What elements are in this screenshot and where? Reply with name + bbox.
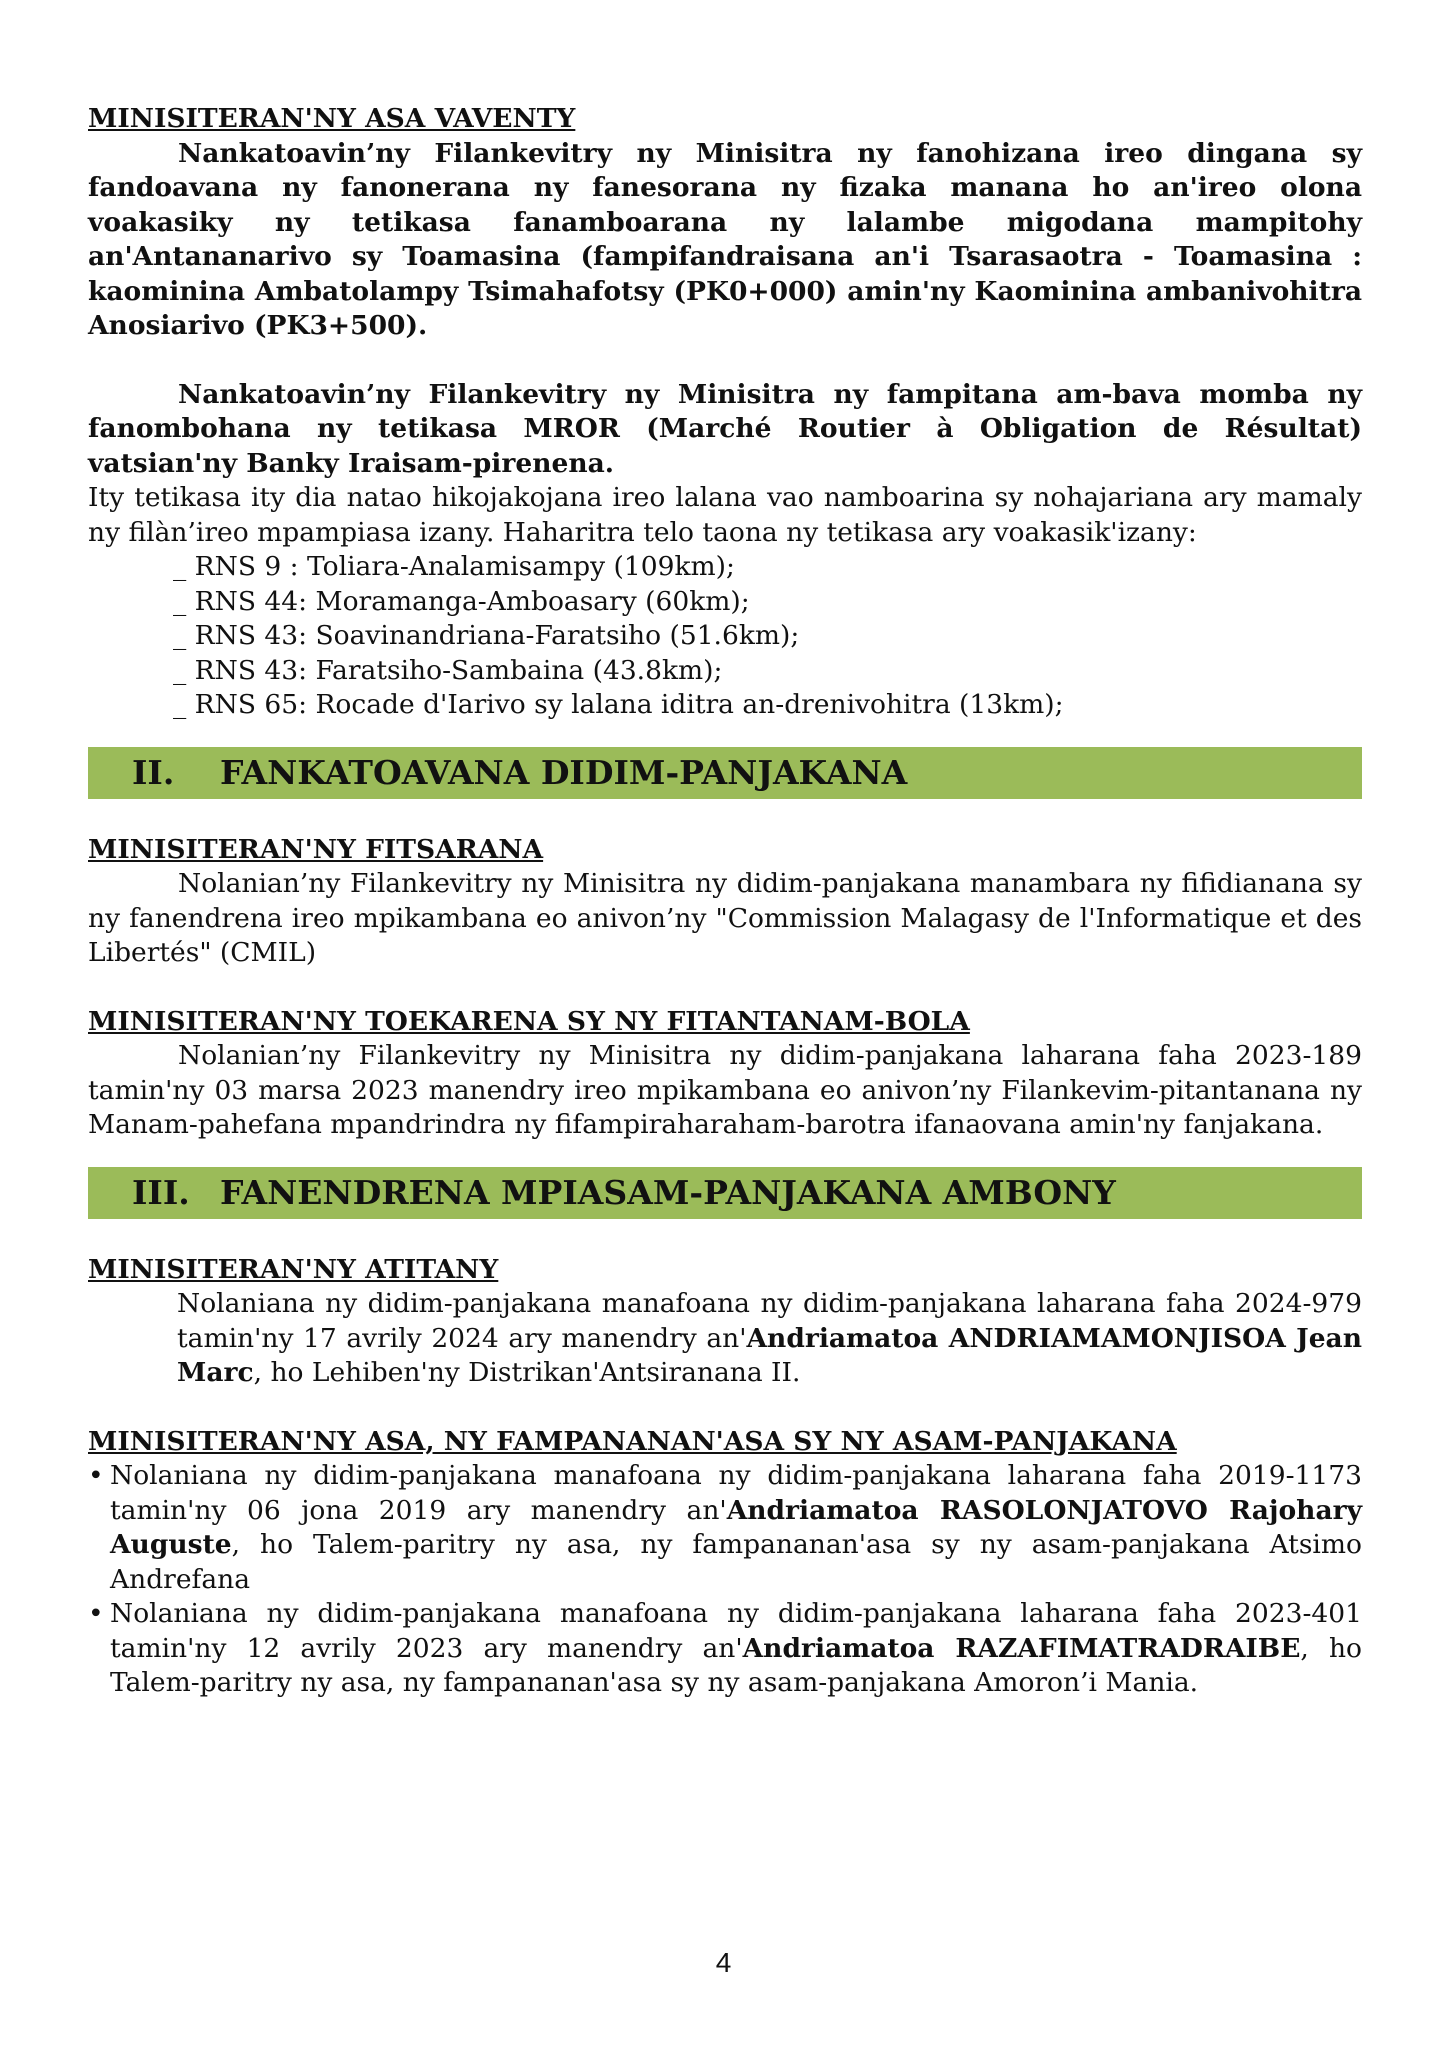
- paragraph-atitany: Nolaniana ny didim-panjakana manafoana ny didim-panjakana laharana faha 2024-979 tamin'ny 17 avrily 2024 ary manendry an'Andriamatoa ANDRIAMAMONJISOA Jean Marc, ho Lehiben'ny Distrikan'Antsiranana II.: [177, 1288, 1362, 1388]
- heading-toekarena: MINISITERAN'NY TOEKARENA SY NY FITANTANAM-BOLA: [88, 1005, 970, 1037]
- heading-atitany: MINISITERAN'NY ATITANY: [88, 1253, 499, 1285]
- paragraph-mror-bold: Nankatoavin’ny Filankevitry ny Minisitra ny fampitana am-bava momba ny fanombohana ny tetikasa MROR (Marché Routier à Obligation de Résultat) vatsian'ny Banky Iraisam-pirenena.: [88, 378, 1362, 479]
- list-item: _ RNS 43: Faratsiho-Sambaina (43.8km);: [173, 654, 723, 686]
- appointee-name: Andriamatoa RAZAFIMATRADRAIBE: [742, 1632, 1301, 1664]
- paragraph-expropriation: Nankatoavin’ny Filankevitry ny Minisitra ny fanohizana ireo dingana sy fandoavana ny fanonerana ny fanesorana ny fizaka manana ho an'ireo olona voakasiky ny tetikasa fanamboarana ny lalambe migodana mampitohy an'Antananarivo sy Toamasina (fampifandraisana an'i Tsarasaotra - Toamasina : kaominina Ambatolampy Tsimahafotsy (PK0+000) amin'ny Kaominina ambanivohitra Anosiarivo (PK3+500).: [88, 137, 1362, 341]
- list-item: • Nolaniana ny didim-panjakana manafoana ny didim-panjakana laharana faha 2019-1173 tamin'ny 06 jona 2019 ary manendry an'Andriamatoa RASOLONJATOVO Rajohary Auguste, ho Talem-paritry ny asa, ny fampananan'asa sy ny asam-panjakana Atsimo Andrefana: [88, 1460, 1362, 1595]
- page-number: 4: [715, 1947, 732, 1978]
- section-title: FANENDRENA MPIASAM-PANJAKANA AMBONY: [220, 1172, 1116, 1212]
- appointment-list: [88, 1459, 1362, 1701]
- list-item: • Nolaniana ny didim-panjakana manafoana ny didim-panjakana laharana faha 2023-401 tamin'ny 12 avrily 2023 ary manendry an'Andriamatoa RAZAFIMATRADRAIBE, ho Talem-paritry ny asa, ny fampananan'asa sy ny asam-panjakana Amoron’i Mania.: [88, 1598, 1362, 1698]
- section-header-ii: [88, 747, 1362, 799]
- list-item: _ RNS 43: Soavinandriana-Faratsiho (51.6km);: [173, 620, 800, 651]
- appointee-name: Andriamatoa ANDRIAMAMONJISOA Jean Marc: [177, 1322, 1362, 1388]
- paragraph-toekarena: Nolanian’ny Filankevitry ny Minisitra ny didim-panjakana laharana faha 2023-189 tamin'ny 03 marsa 2023 manendry ireo mpikambana eo anivon’ny Filankevim-pitantanana ny Manam-pahefana mpandrindra ny fifampiraharaham-barotra ifanaovana amin'ny fanjakana.: [88, 1040, 1362, 1140]
- list-item: _ RNS 65: Rocade d'Iarivo sy lalana iditra an-drenivohitra (13km);: [173, 689, 1064, 720]
- bullet-icon: •: [88, 1460, 104, 1491]
- list-item: _ RNS 44: Moramanga-Amboasary (60km);: [173, 585, 750, 617]
- section-title: FANKATOAVANA DIDIM-PANJAKANA: [220, 752, 908, 792]
- section-number: II.: [132, 752, 175, 792]
- paragraph-mror-text: Ity tetikasa ity dia natao hikojakojana ireo lalana vao namboarina sy nohajariana ary mamaly ny filàn’ireo mpampiasa izany. Haharitra telo taona ny tetikasa ary voakasik'izany:: [88, 482, 1362, 548]
- page-content: [88, 102, 1362, 1701]
- paragraph-fitsarana: Nolanian’ny Filankevitry ny Minisitra ny didim-panjakana manambara ny fifidianana sy ny fanendrena ireo mpikambana eo anivon’ny "Commission Malagasy de l'Informatique et des Libertés" (CMIL): [88, 868, 1362, 968]
- section-number: III.: [132, 1172, 190, 1212]
- section-header-iii: [88, 1167, 1362, 1219]
- heading-fitsarana: MINISITERAN'NY FITSARANA: [88, 833, 544, 865]
- appointee-name: Andriamatoa RASOLONJATOVO Rajohary Auguste: [110, 1494, 1362, 1560]
- list-item: _ RNS 9 : Toliara-Analamisampy (109km);: [173, 551, 735, 582]
- bullet-icon: •: [88, 1598, 104, 1629]
- heading-asa-vaventy: MINISITERAN'NY ASA VAVENTY: [88, 103, 576, 134]
- heading-asa-fampananana: MINISITERAN'NY ASA, NY FAMPANANAN'ASA SY NY ASAM-PANJAKANA: [88, 1425, 1177, 1457]
- road-list: [88, 550, 1362, 723]
